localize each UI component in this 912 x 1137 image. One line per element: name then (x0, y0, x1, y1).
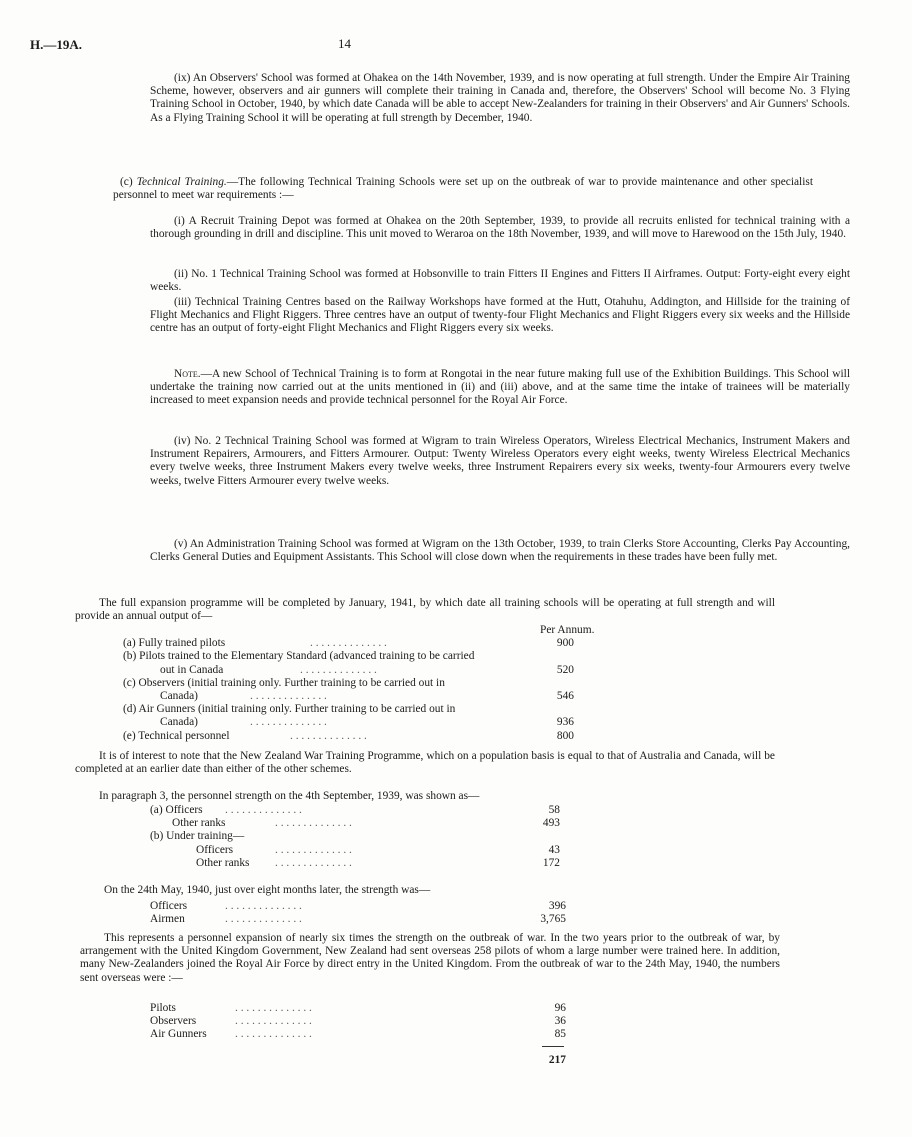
tech-item-iv-text: (iv) No. 2 Technical Training School was formed at Wigram to train Wireless Operators, Wireless Electrical Mechanics, Instrument Makers and Instrument Repairers, Armourers, and Fitters Armourer. Output: Twenty Wireless Operators every eight weeks, twenty Wireless Electrical Mechanics every twelve weeks, three Instrument Makers every twelve weeks, three Instrument Repairers every six weeks, twenty-four Armourers every twelve weeks, twelve Fitters Armourer every twelve weeks. (150, 435, 850, 487)
observers-school-paragraph (0, 72, 912, 125)
row-label: Officers (196, 843, 234, 856)
page-number: 14 (338, 36, 351, 51)
row-label: (c) Observers (initial training only. Further training to be carried out in (123, 676, 445, 689)
leader-dots: . . . . . . . . . . . . . . (275, 843, 352, 856)
tech-item-v-text: (v) An Administration Training School was formed at Wigram on the 13th October, 1939, to train Clerks Store Accounting, Clerks Pay Accounting, Clerks General Duties and Equipment Assistants. This School will close down when the requirements in these trades have been fully met. (150, 538, 850, 564)
leader-dots: . . . . . . . . . . . . . . (225, 804, 302, 816)
strength-1939-table (0, 804, 700, 870)
paragraph-3-intro (0, 790, 837, 803)
leader-dots: . . . . . . . . . . . . . . (235, 1015, 312, 1028)
table-row (0, 1028, 700, 1041)
interest-paragraph (0, 750, 837, 776)
leader-dots: . . . . . . . . . . . . . . (225, 913, 302, 926)
table-row (0, 804, 700, 817)
row-value: 396 (548, 900, 566, 912)
row-label: (b) Pilots trained to the Elementary Standard (advanced training to be carried (123, 650, 475, 663)
row-label: (b) Under training— (150, 830, 245, 843)
total-rule (542, 1046, 564, 1047)
row-label: (a) Fully trained pilots (123, 637, 226, 650)
tech-item-iii-text: (iii) Technical Training Centres based on the Railway Workshops have formed at the Hutt, Otahuhu, Addington, and Hillside for the training of Flight Mechanics and Flight Riggers. Three centres have an output of twenty-four Flight Mechanics and Flight Riggers every six weeks and the Hillside centre has an output of forty-eight Flight Mechanics and Flight Riggers every six weeks. (150, 296, 850, 335)
row-value: 520 (556, 663, 574, 676)
row-value: 493 (542, 817, 560, 830)
table-row (0, 1002, 700, 1015)
note-label: Note. (174, 368, 201, 380)
leader-dots: . . . . . . . . . . . . . . (250, 716, 327, 729)
row-value: 546 (556, 689, 574, 702)
paragraph-3-text: In paragraph 3, the personnel strength on the 4th September, 1939, was shown as— (99, 790, 480, 802)
row-label-continued: Canada) (160, 716, 198, 729)
table-row (0, 817, 700, 830)
table-row (0, 857, 700, 870)
expansion-programme-text: The full expansion programme will be completed by January, 1941, by which date all training schools will be operating at full strength and will provide an annual output of— (75, 597, 775, 623)
tech-item-iv (0, 435, 912, 488)
personnel-expansion-text: This represents a personnel expansion of nearly six times the strength on the outbreak of war. In the two years prior to the outbreak of war, by arrangement with the United Kingdom Government, New Zealand had sent overseas 258 pilots of whom a large number were trained here. In addition, many New-Zealanders joined the Royal Air Force by direct entry in the United Kingdom. From the outbreak of war to the 24th May, 1940, the numbers sent overseas were :— (80, 932, 780, 984)
row-value: 3,765 (540, 913, 566, 926)
row-value: 172 (542, 856, 560, 869)
table-row (0, 844, 700, 857)
per-annum-header: Per Annum. (540, 624, 595, 636)
tech-item-ii (0, 268, 912, 294)
row-value: 900 (556, 637, 574, 650)
section-title: Technical Training. (136, 176, 227, 188)
row-value: 800 (556, 729, 574, 742)
overseas-total-row (0, 1054, 700, 1067)
row-value: 96 (554, 1002, 566, 1014)
row-label: Other ranks (172, 817, 226, 830)
tech-item-ii-text: (ii) No. 1 Technical Training School was formed at Hobsonville to train Fitters II Engines and Fitters II Airframes. Output: Forty-eight every eight weeks. (150, 268, 850, 294)
tech-note-text (150, 368, 850, 408)
personnel-expansion-paragraph (0, 932, 842, 985)
leader-dots: . . . . . . . . . . . . . . (235, 1028, 312, 1041)
section-text: —The following Technical Training Schools were set up on the outbreak of war to provide maintenance and other specialist personnel to meet war requirements :— (113, 176, 813, 202)
row-label: Observers (150, 1015, 197, 1028)
paragraph-ix: (ix) An Observers' School was formed at Ohakea on the 14th November, 1939, and is now operating at full strength. Under the Empire Air Training Scheme, however, observers and air gunners will complete their training in Canada and, therefore, the Observers' School will become No. 3 Flying Training School in October, 1940, by which date Canada will be able to accept New-Zealanders for training in their Observers' and Air Gunners' Schools. As a Flying Training School it will be operating at full strength by December, 1940. (150, 72, 850, 124)
row-label: Other ranks (196, 856, 250, 869)
row-value: 36 (554, 1015, 566, 1028)
table-row (0, 650, 700, 663)
leader-dots: . . . . . . . . . . . . . . (275, 856, 352, 869)
table-row (0, 1015, 700, 1028)
section-label: (c) (120, 176, 133, 188)
table-row (0, 716, 700, 729)
row-label: Officers (150, 900, 188, 912)
total-row (0, 1054, 700, 1067)
row-value: 58 (548, 804, 560, 816)
leader-dots: . . . . . . . . . . . . . . (250, 689, 327, 702)
overseas-total-value: 217 (548, 1054, 566, 1066)
leader-dots: . . . . . . . . . . . . . . (275, 817, 352, 830)
leader-dots: . . . . . . . . . . . . . . (290, 729, 367, 742)
interest-text: It is of interest to note that the New Zealand War Training Programme, which on a population basis is equal to that of Australia and Canada, will be completed at an earlier date than either of the other schemes. (75, 750, 775, 776)
row-label: Air Gunners (150, 1028, 207, 1041)
table-row (0, 900, 700, 913)
expansion-programme-paragraph (0, 597, 837, 623)
tech-note (0, 368, 912, 408)
leader-dots: . . . . . . . . . . . . . . (300, 663, 377, 676)
document-reference: H.—19A. (30, 37, 82, 52)
row-label-continued: out in Canada (160, 663, 224, 676)
row-label: (a) Officers (150, 804, 203, 816)
row-value: 85 (554, 1028, 566, 1041)
table-header-row (0, 624, 700, 637)
row-label: Airmen (150, 913, 185, 926)
table-row (0, 677, 700, 690)
note-body: —A new School of Technical Training is to form at Rongotai in the near future making full use of the Exhibition Buildings. This School will undertake the training now carried out at the units mentioned in (ii) and (iii) above, and at the same time the intake of trainees will be materially increased to meet expansion needs and provide technical personnel for the Royal Air Force. (150, 368, 850, 407)
row-label: (d) Air Gunners (initial training only. Further training to be carried out in (123, 703, 456, 716)
tech-item-i (0, 215, 912, 241)
table-row (0, 730, 700, 743)
strength-1940-table (0, 900, 700, 926)
table-row (0, 703, 700, 716)
row-value: 936 (556, 716, 574, 729)
leader-dots: . . . . . . . . . . . . . . (310, 637, 387, 650)
table-row (0, 664, 700, 677)
technical-training-intro (113, 176, 813, 202)
tech-item-i-text: (i) A Recruit Training Depot was formed at Ohakea on the 20th September, 1939, to provide all recruits enlisted for technical training with a thorough grounding in drill and discipline. This unit moved to Weraroa on the 18th November, 1939, and will move to Harewood on the 15th July, 1940. (150, 215, 850, 241)
leader-dots: . . . . . . . . . . . . . . (225, 900, 302, 912)
table-row (0, 637, 700, 650)
tech-item-iii (0, 296, 912, 336)
row-value: 43 (548, 843, 560, 856)
may-1940-text: On the 24th May, 1940, just over eight months later, the strength was— (104, 884, 431, 896)
may-1940-intro (0, 884, 842, 897)
annual-output-table (0, 624, 700, 743)
leader-dots: . . . . . . . . . . . . . . (235, 1002, 312, 1014)
table-row (0, 830, 700, 843)
technical-training-section (0, 176, 875, 202)
table-row (0, 690, 700, 703)
table-row (0, 913, 700, 926)
tech-item-v (0, 538, 912, 564)
overseas-table (0, 1002, 700, 1042)
row-label: Pilots (150, 1002, 176, 1014)
row-label-continued: Canada) (160, 689, 198, 702)
row-label: (e) Technical personnel (123, 729, 230, 742)
